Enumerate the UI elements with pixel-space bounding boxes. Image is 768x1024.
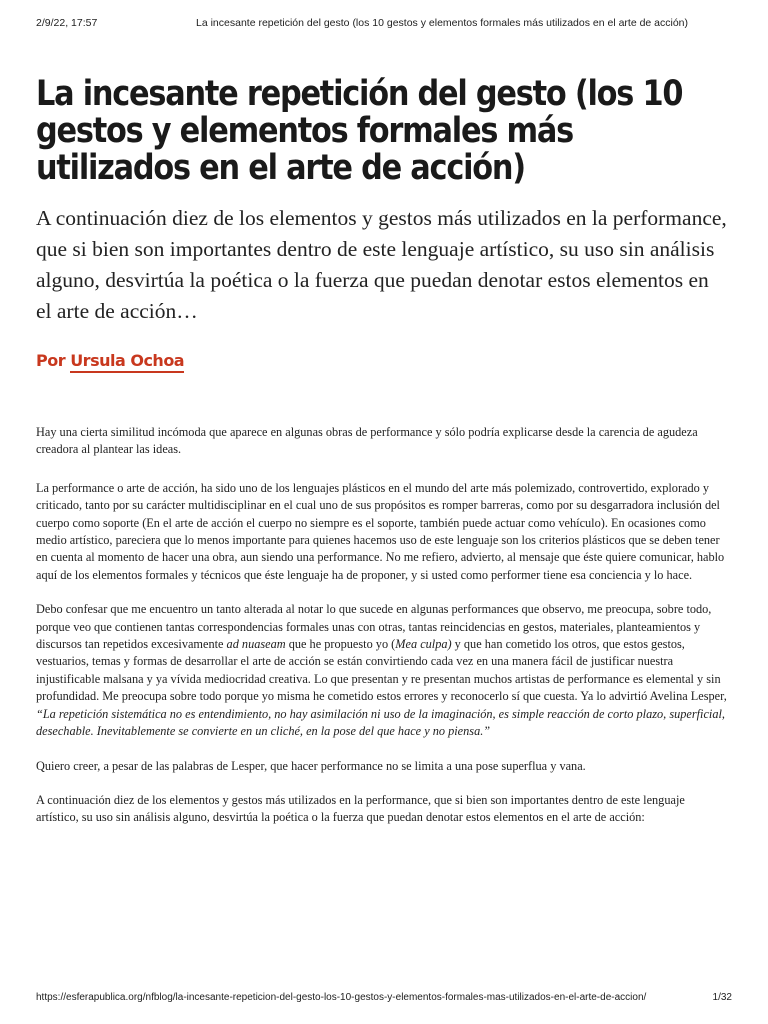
page-number: 1/32 xyxy=(712,992,732,1003)
paragraph-3-emphasis-mea-culpa: Mea culpa) xyxy=(395,637,452,652)
article-body xyxy=(36,424,728,844)
article-header xyxy=(36,76,728,370)
paragraph-3-text-b: que he propuesto yo ( xyxy=(285,637,396,652)
byline xyxy=(36,351,728,370)
lesper-quote: “La repetición sistemática no es entendimiento, no hay asimilación ni uso de la imaginación, es simple reacción de corto plazo, superficial, desechable. Inevitablemente se convierte en un cliché, en la pose del que hace y no piensa.” xyxy=(36,706,725,739)
paragraph-3 xyxy=(36,601,728,740)
author-link[interactable]: Ursula Ochoa xyxy=(70,351,184,373)
paragraph-3-emphasis-ad-nauseam: ad nuaseam xyxy=(226,637,286,652)
print-header xyxy=(36,17,732,29)
paragraph-3-text-c: y que han cometido los otros, que estos gestos, vestuarios, temas y formas de desarrollar el arte de acción se están convirtiendo cada vez en una manera fácil de justificar nuestra injustificable malsana y ya vívida mediocridad creativa. Lo que presentan y re presentan muchos artistas de performance es elemental y sin profundidad. Me preocupa sobre todo porque yo misma he cometido estos errores y reconocerlo sí que cuesta. Ya lo advirtió Avelina Lesper, xyxy=(36,637,727,704)
print-date: 2/9/22, 17:57 xyxy=(36,17,98,29)
paragraph-4: Quiero creer, a pesar de las palabras de Lesper, que hacer performance no se limita a una pose superflua y vana. xyxy=(36,758,586,773)
byline-prefix: Por xyxy=(36,351,66,370)
article-subtitle: A continuación diez de los elementos y gestos más utilizados en la performance, que si bien son importantes dentro de este lenguaje artístico, su uso sin análisis alguno, desvirtúa la poética o la fuerza que puedan denotar estos elementos en el arte de acción… xyxy=(36,206,727,323)
print-footer xyxy=(36,992,732,1003)
paragraph-2: La performance o arte de acción, ha sido uno de los lenguajes plásticos en el mundo del arte más polemizado, controvertido, explorado y criticado, tanto por su carácter multidisciplinar en el cual uno de sus propósitos es romper barreras, como por su desgarradora inclusión del cuerpo como soporte (En el arte de acción el cuerpo no siempre es el soporte, también puede actuar como vehículo). En ocasiones como medio artístico, pareciera que lo menos importante para quienes hacemos uso de este lenguaje son los criterios plásticos que se deben tener en cuenta al momento de hacer una obra, aun siendo una performance. No me refiero, advierto, al mensaje que éste quiere comunicar, hablo aquí de los elementos formales y técnicos que éste lenguaje ha de proponer, y si usted como performer tiene esa conciencia y lo hace. xyxy=(36,480,725,582)
article-title: La incesante repetición del gesto (los 10 gestos y elementos formales más utilizados en el arte de acción) xyxy=(36,74,683,188)
print-page-title: La incesante repetición del gesto (los 10 gestos y elementos formales más utilizados en el arte de acción) xyxy=(196,17,689,29)
paragraph-3-text-a: Debo confesar que me encuentro un tanto alterada al notar lo que sucede en algunas performances que observo, me preocupa, sobre todo, porque veo que contienen tantas correspondencias formales unas con otras, tantas reincidencias en gestos, materiales, planteamientos y discursos tan repetidos excesivamente xyxy=(36,602,712,652)
paragraph-5: A continuación diez de los elementos y gestos más utilizados en la performance, que si bien son importantes dentro de este lenguaje artístico, su uso sin análisis alguno, desvirtúa la poética o la fuerza que puedan denotar estos elementos en el arte de acción: xyxy=(36,792,685,825)
print-url: https://esferapublica.org/nfblog/la-incesante-repeticion-del-gesto-los-10-gestos-y-elementos-formales-mas-utilizados-en-el-arte-de-accion/ xyxy=(36,992,647,1003)
paragraph-1: Hay una cierta similitud incómoda que aparece en algunas obras de performance y sólo podría explicarse desde la carencia de agudeza creadora al plantear las ideas. xyxy=(36,425,698,457)
